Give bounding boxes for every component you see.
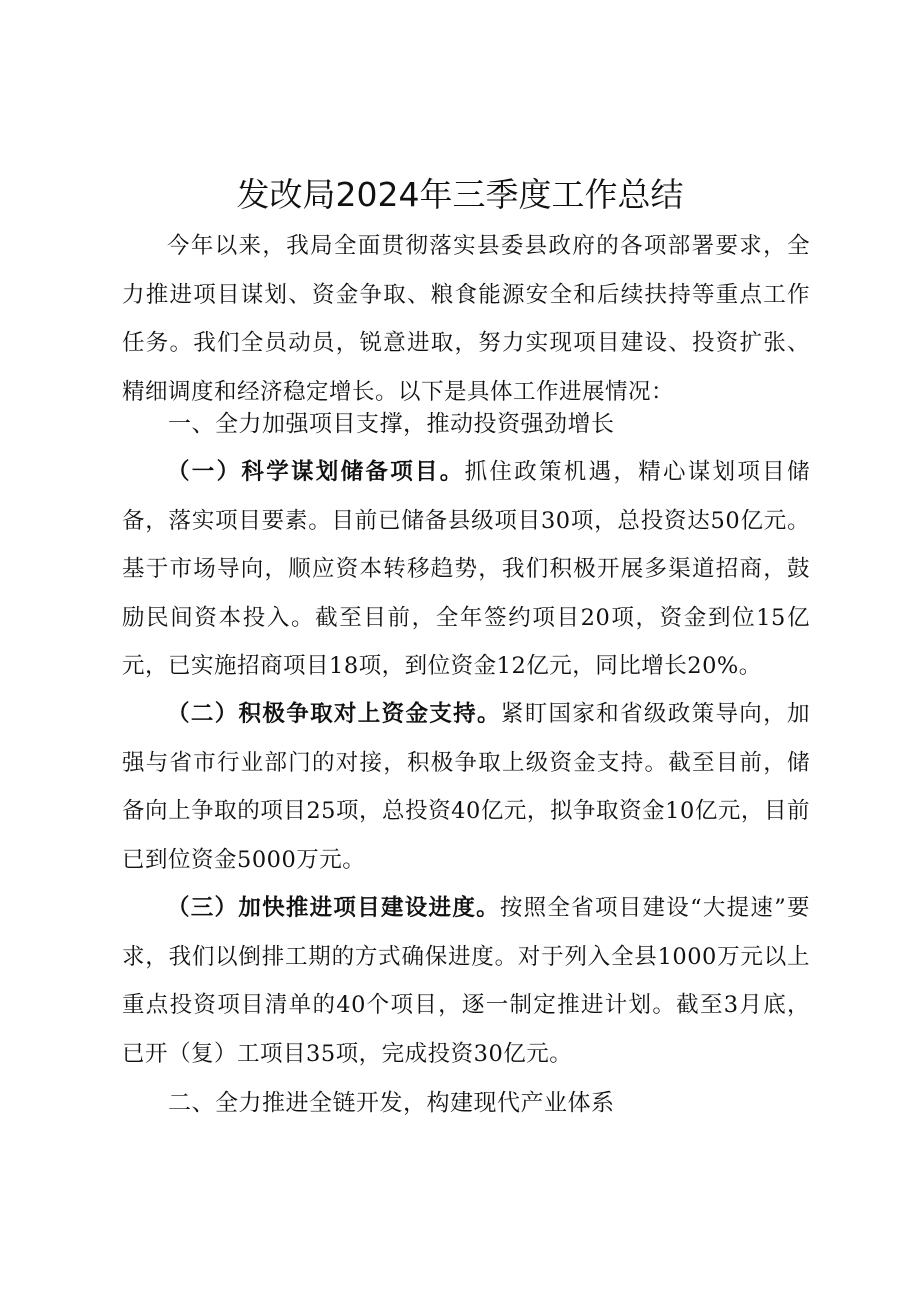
paragraph-item-3 <box>122 884 810 1078</box>
section-heading-2: 二、全力推进全链开发，构建现代产业体系 <box>168 1090 615 1116</box>
paragraph-body-1: 抓住政策机遇，精心谋划项目储备，落实项目要素。目前已储备县级项目30项，总投资达50亿元。基于市场导向，顺应资本转移趋势，我们积极开展多渠道招商，鼓励民间资本投入。截至目前，全年签约项目20项，资金到位15亿元，已实施招商项目18项，到位资金12亿元，同比增长20%。 <box>122 459 810 679</box>
paragraph-item-1 <box>122 448 810 691</box>
paragraph-body-2: 紧盯国家和省级政策导向，加强与省市行业部门的对接，积极争取上级资金支持。截至目前，储备向上争取的项目25项，总投资40亿元，拟争取资金10亿元，目前已到位资金5000万元。 <box>122 701 810 873</box>
sub-heading-1: （一）科学谋划储备项目。 <box>167 459 465 485</box>
document-title: 发改局2024年三季度工作总结 <box>236 175 684 214</box>
intro-paragraph: 今年以来，我局全面贯彻落实县委县政府的各项部署要求，全力推进项目谋划、资金争取、粮食能源安全和后续扶持等重点工作任务。我们全员动员，锐意进取，努力实现项目建设、投资扩张、精细调度和经济稳定增长。以下是具体工作进展情况： <box>122 233 810 405</box>
sub-heading-3: （三）加快推进项目建设进度。 <box>167 895 500 921</box>
paragraph-item-2 <box>122 690 810 884</box>
paragraph-body-3: 按照全省项目建设“大提速”要求，我们以倒排工期的方式确保进度。对于列入全县1000万元以上重点投资项目清单的40个项目，逐一制定推进计划。截至3月底，已开（复）工项目35项，完成投资30亿元。 <box>122 895 810 1067</box>
section-heading-1: 一、全力加强项目支撑，推动投资强劲增长 <box>168 411 615 437</box>
sub-heading-2: （二）积极争取对上资金支持。 <box>167 701 501 727</box>
